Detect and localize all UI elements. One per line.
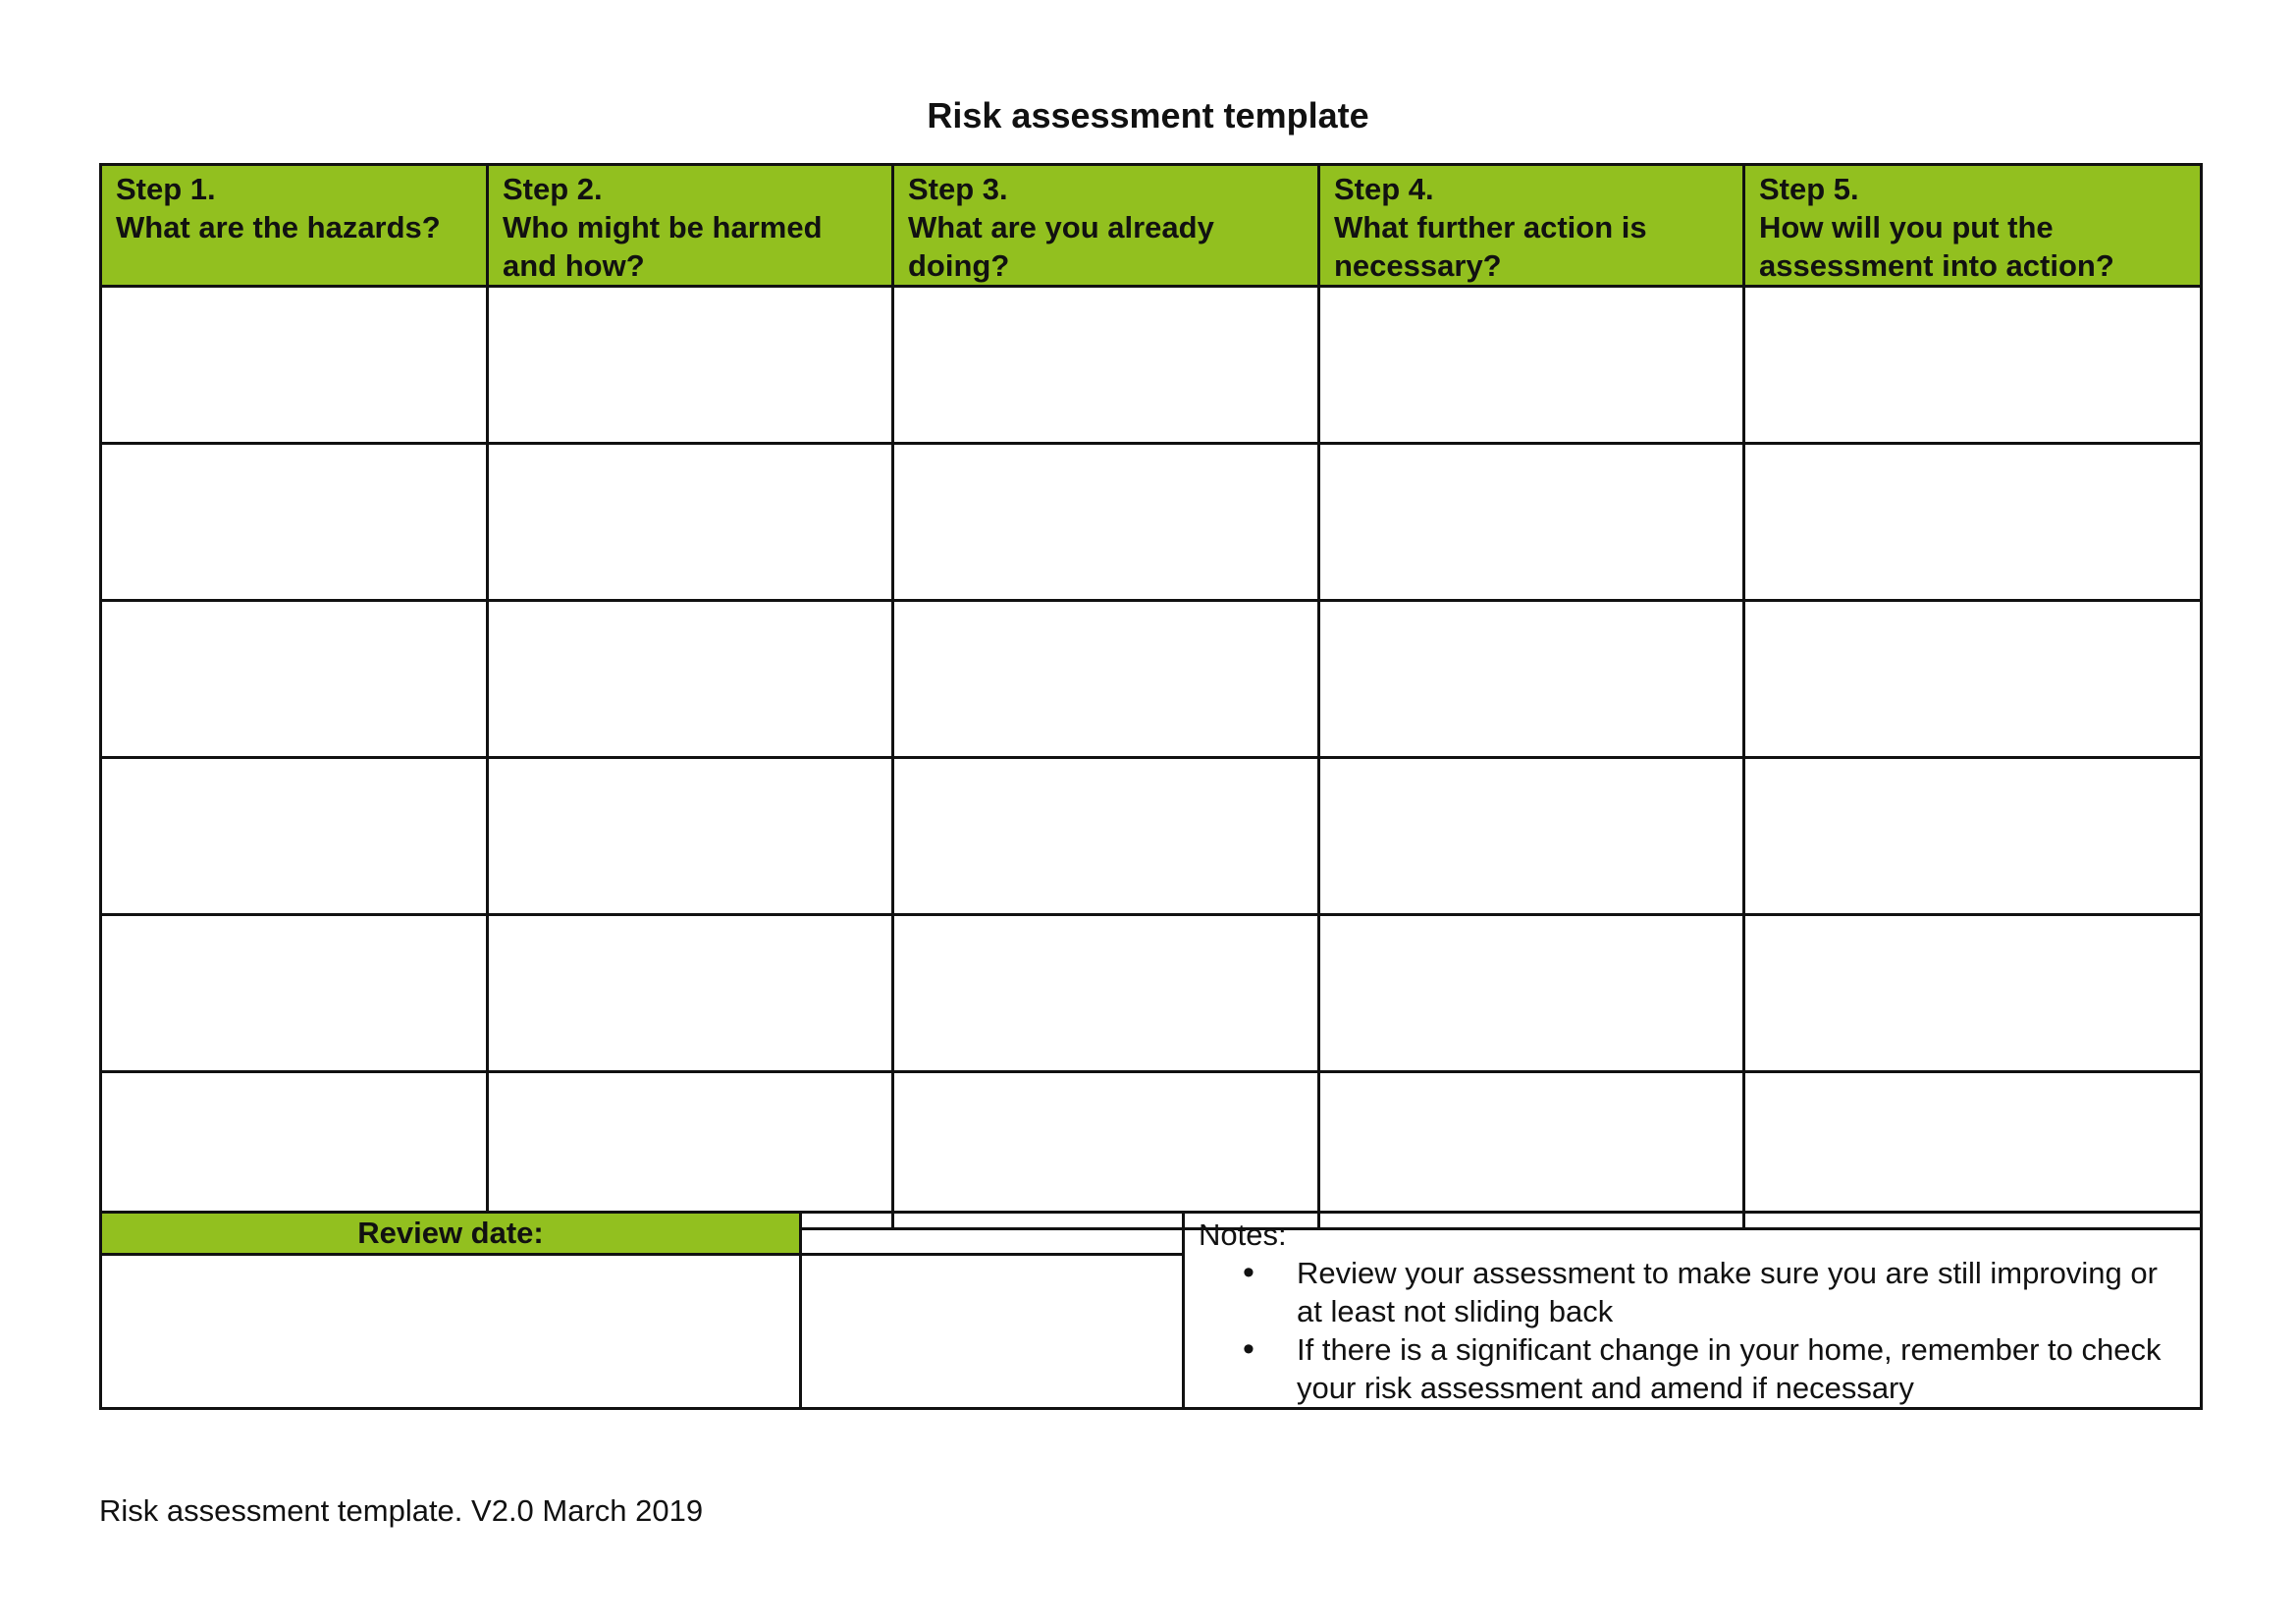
table-cell[interactable] <box>1319 601 1744 758</box>
table-row <box>101 915 2202 1072</box>
table-cell[interactable] <box>893 915 1319 1072</box>
review-date-label: Review date: <box>101 1213 801 1255</box>
notes-title: Notes: <box>1199 1218 1287 1252</box>
document-footer: Risk assessment template. V2.0 March 2019 <box>99 1493 704 1528</box>
table-cell[interactable] <box>488 758 893 915</box>
table-cell[interactable] <box>1744 915 2202 1072</box>
table-cell[interactable] <box>488 601 893 758</box>
step-question: How will you put the assessment into action? <box>1759 210 2114 283</box>
table-row <box>101 601 2202 758</box>
step-number: Step 2. <box>503 172 603 206</box>
step-4-header <box>1319 165 1744 287</box>
notes-list <box>1199 1254 2186 1407</box>
table-cell[interactable] <box>1319 287 1744 444</box>
table-row <box>101 758 2202 915</box>
page-title: Risk assessment template <box>927 95 1369 135</box>
table-cell[interactable] <box>488 1072 893 1229</box>
step-5-header <box>1744 165 2202 287</box>
table-cell[interactable] <box>893 1072 1319 1229</box>
table-cell[interactable] <box>101 915 488 1072</box>
table-cell[interactable] <box>893 758 1319 915</box>
risk-assessment-table <box>99 163 2203 1230</box>
table-cell[interactable] <box>101 758 488 915</box>
table-cell[interactable] <box>893 601 1319 758</box>
table-cell[interactable] <box>1744 287 2202 444</box>
step-number: Step 1. <box>116 172 216 206</box>
step-header-row <box>101 165 2202 287</box>
step-number: Step 5. <box>1759 172 1859 206</box>
table-cell[interactable] <box>488 444 893 601</box>
table-row <box>101 1072 2202 1229</box>
review-section <box>99 1211 2203 1410</box>
table-cell[interactable] <box>1319 1072 1744 1229</box>
table-cell[interactable] <box>488 915 893 1072</box>
note-item: • Review your assessment to make sure you are still improving or at least not sliding back <box>1297 1254 2186 1330</box>
table-row <box>101 444 2202 601</box>
table-cell[interactable] <box>1319 758 1744 915</box>
table-cell[interactable] <box>101 601 488 758</box>
table-row <box>101 287 2202 444</box>
notes-box <box>1184 1213 2202 1409</box>
table-cell[interactable] <box>1744 444 2202 601</box>
step-2-header <box>488 165 893 287</box>
table-cell[interactable] <box>1744 601 2202 758</box>
table-cell[interactable] <box>893 444 1319 601</box>
step-3-header <box>893 165 1319 287</box>
review-entry-cell[interactable] <box>801 1255 1184 1409</box>
table-cell[interactable] <box>893 287 1319 444</box>
step-1-header <box>101 165 488 287</box>
review-date-field[interactable] <box>801 1213 1184 1255</box>
table-cell[interactable] <box>488 287 893 444</box>
step-number: Step 4. <box>1334 172 1434 206</box>
table-cell[interactable] <box>101 1072 488 1229</box>
table-cell[interactable] <box>101 444 488 601</box>
step-question: Who might be harmed and how? <box>503 210 823 283</box>
table-cell[interactable] <box>1319 444 1744 601</box>
step-question: What are you already doing? <box>908 210 1214 283</box>
table-cell[interactable] <box>1744 758 2202 915</box>
step-question: What further action is necessary? <box>1334 210 1647 283</box>
step-question: What are the hazards? <box>116 210 441 244</box>
note-item: • If there is a significant change in your home, remember to check your risk assessment and amend if necessary <box>1297 1330 2186 1407</box>
step-number: Step 3. <box>908 172 1008 206</box>
table-cell[interactable] <box>101 287 488 444</box>
review-entry-cell[interactable] <box>101 1255 801 1409</box>
table-cell[interactable] <box>1744 1072 2202 1229</box>
table-cell[interactable] <box>1319 915 1744 1072</box>
